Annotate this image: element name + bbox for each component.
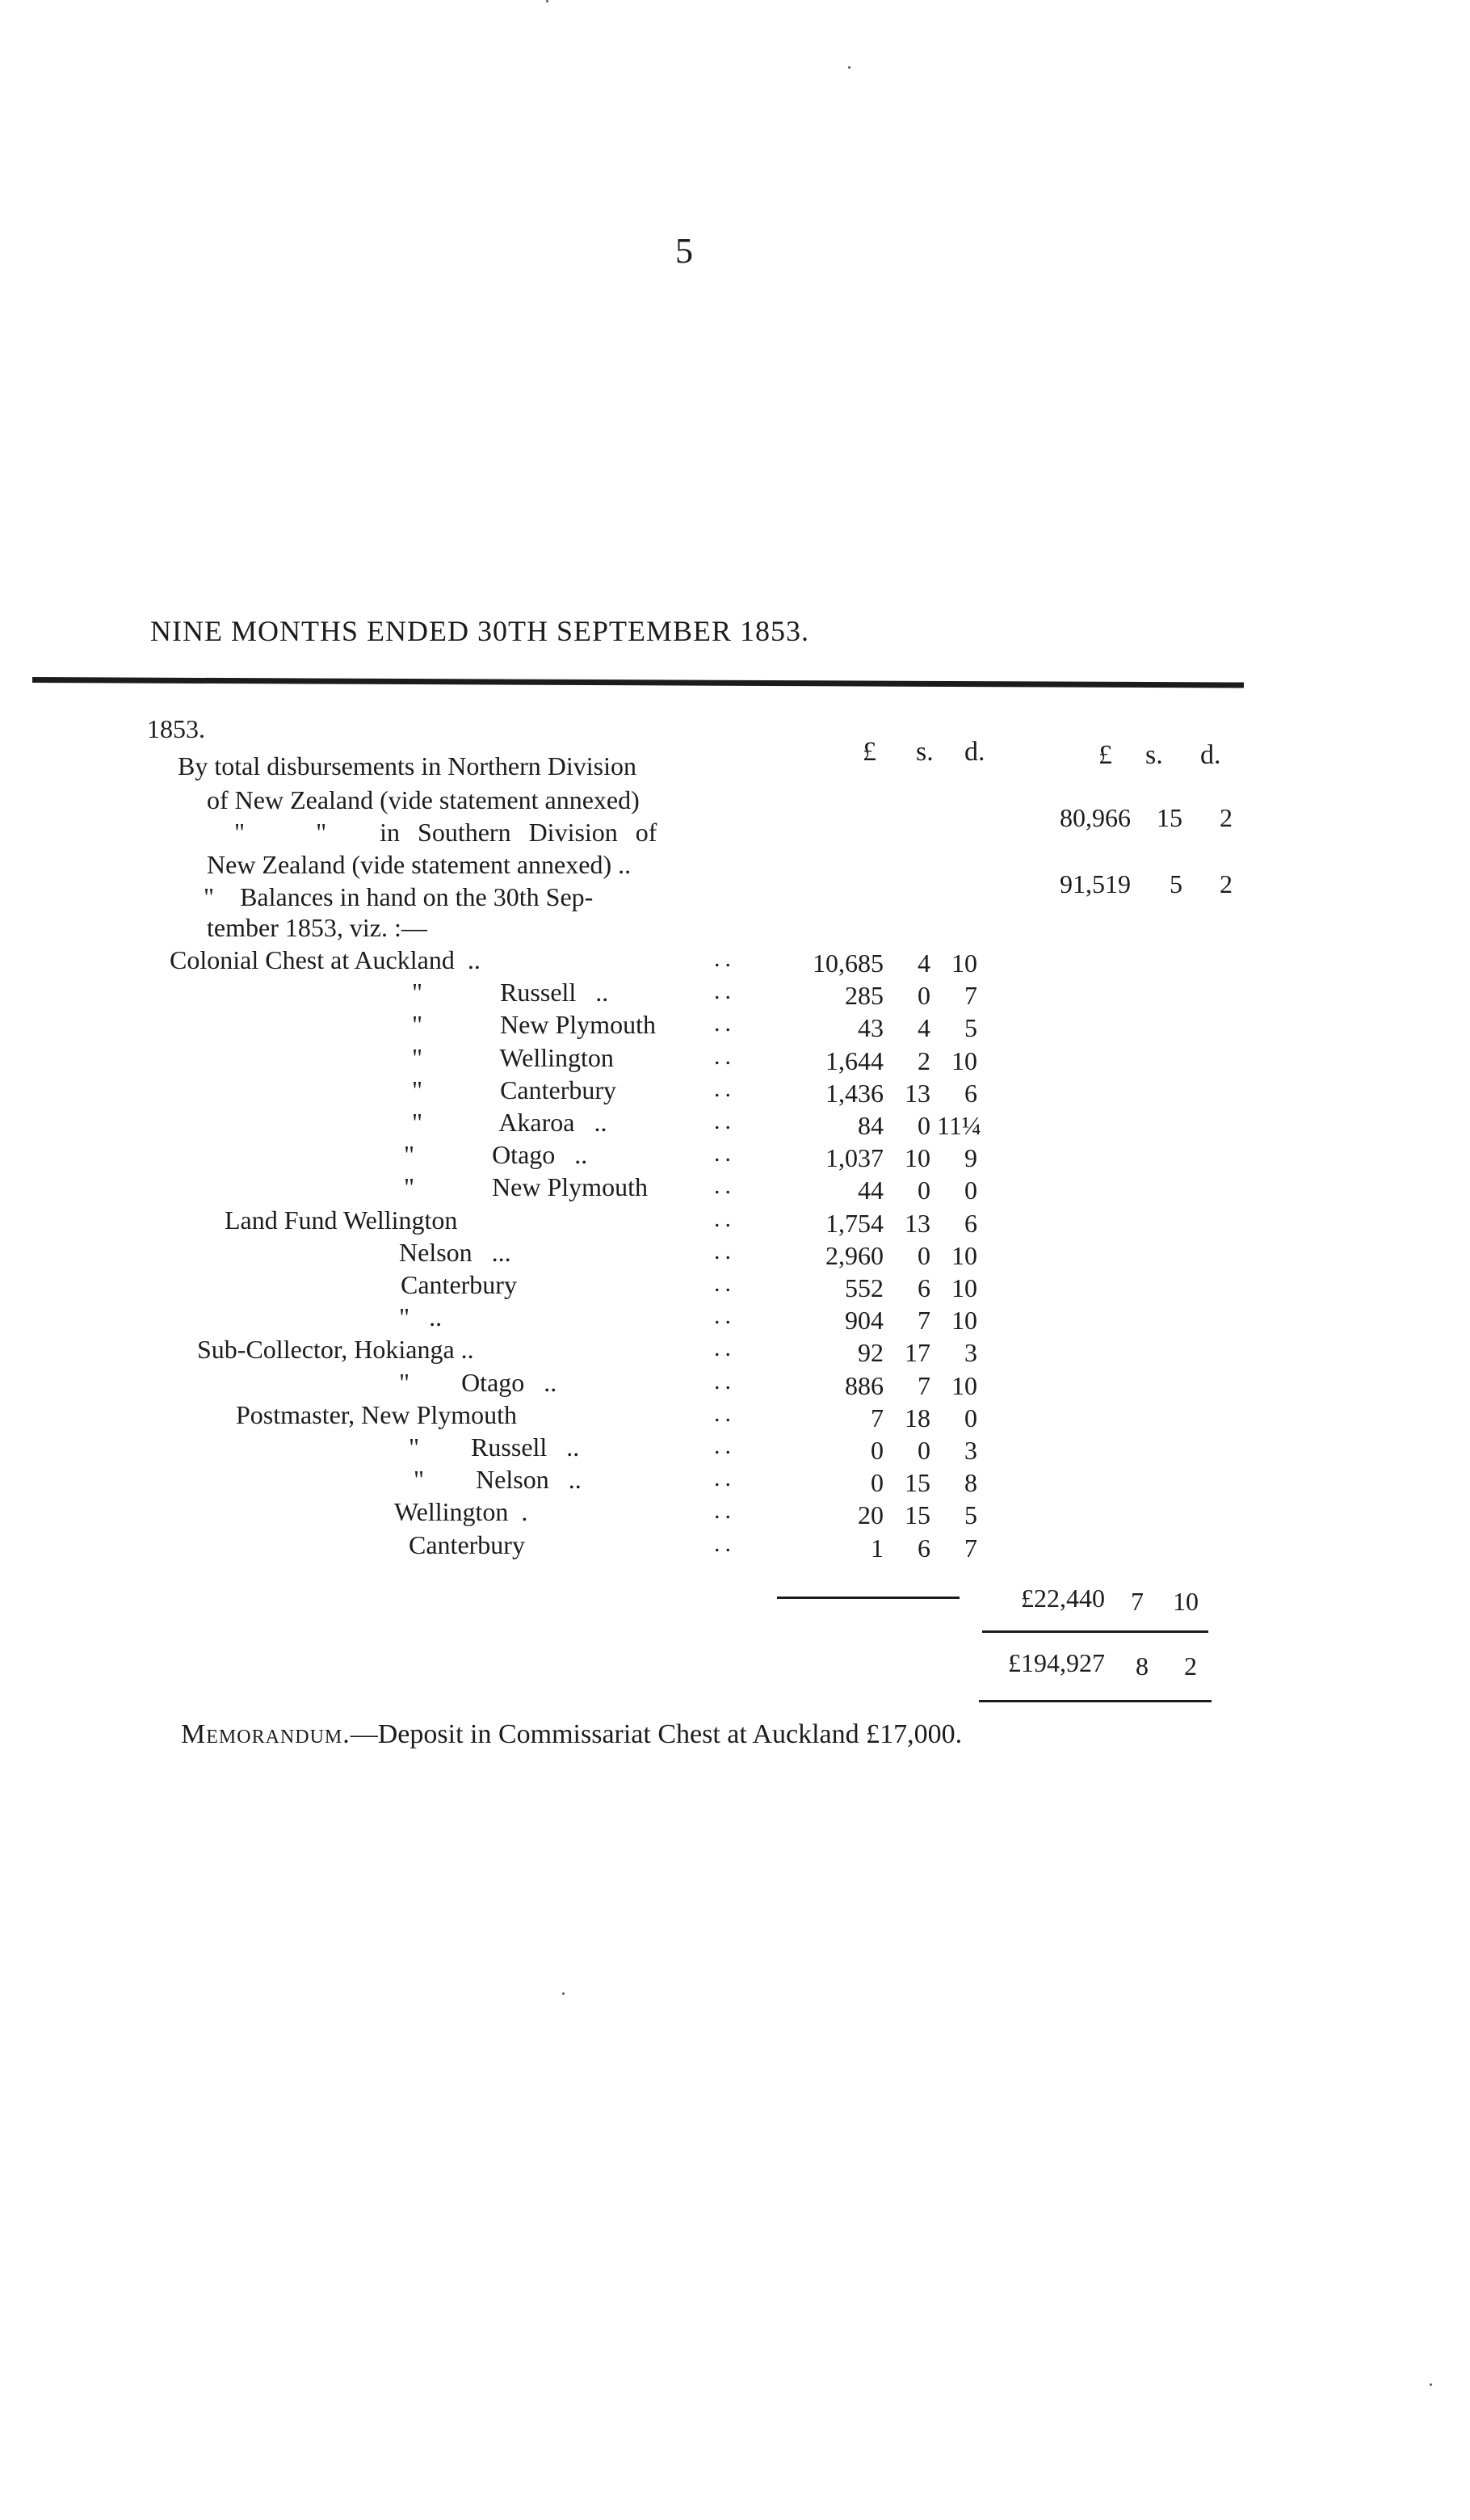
row-pounds: 886 [845,1371,884,1400]
row-shillings: 0 [918,1176,930,1205]
balances-total-shillings: 7 [1131,1587,1144,1616]
total-rule-lower [979,1700,1212,1702]
row-leader: .. [714,1465,736,1491]
row-pounds: 1,037 [825,1143,884,1172]
row-pounds: 0 [871,1468,884,1497]
row-label: " Otago .. [404,1140,588,1169]
disbursement-line-4: New Zealand (vide statement annexed) .. [207,850,632,879]
row-leader: .. [714,1400,736,1427]
row-pence: 10 [951,1306,977,1335]
grand-total-pounds: £194,927 [1008,1648,1105,1677]
northern-total-pence: 2 [1220,803,1233,832]
row-leader: .. [714,978,736,1004]
row-pounds: 92 [858,1338,884,1367]
row-leader: .. [714,1140,736,1167]
row-leader: .. [714,1335,736,1361]
row-label: " Russell .. [409,1432,580,1462]
page-heading: NINE MONTHS ENDED 30TH SEPTEMBER 1853. [150,615,809,647]
print-speck [1430,2383,1432,2386]
row-pence: 10 [951,1371,977,1400]
southern-total-pence: 2 [1220,869,1233,898]
row-pounds: 552 [845,1273,884,1302]
northern-total-shillings: 15 [1157,803,1182,832]
row-label: Canterbury [401,1270,517,1299]
col1-pounds-header: £ [863,737,876,767]
row-leader: .. [714,1270,736,1297]
row-pence: 10 [951,1273,977,1302]
row-shillings: 0 [918,1111,930,1140]
row-shillings: 7 [918,1371,930,1400]
row-label: Sub-Collector, Hokianga .. [197,1335,474,1364]
row-pounds: 43 [858,1013,884,1042]
row-label: Colonial Chest at Auckland .. [170,945,481,974]
row-label: Land Fund Wellington [225,1205,458,1235]
row-pounds: 285 [845,981,884,1010]
row-pence: 7 [964,981,977,1010]
balances-intro-line-2: tember 1853, viz. :— [207,913,427,942]
row-leader: .. [714,945,736,972]
total-rule-upper [982,1630,1208,1633]
row-pence: 0 [964,1176,977,1205]
row-label: Nelson ... [399,1238,511,1267]
row-leader: .. [714,1205,736,1232]
row-shillings: 13 [905,1079,930,1108]
memorandum [181,1719,962,1750]
grand-total-shillings: 8 [1136,1651,1149,1681]
row-pence: 11¼ [937,1111,981,1140]
row-pence: 7 [964,1533,977,1563]
disbursement-line-3: " " in Southern Division of [234,818,657,847]
col2-shillings-header: s. [1145,740,1163,770]
row-label: " Wellington [412,1043,614,1072]
row-pence: 5 [964,1500,977,1529]
year-label: 1853. [147,714,205,743]
grand-total-pence: 2 [1184,1651,1197,1681]
row-label: Canterbury [409,1530,525,1559]
southern-total-pounds: 91,519 [1060,869,1131,898]
row-label: Postmaster, New Plymouth [236,1400,518,1429]
row-pounds: 2,960 [825,1241,884,1270]
balances-total-pence: 10 [1173,1587,1199,1616]
col1-shillings-header: s. [916,737,934,767]
balances-total-pounds: £22,440 [1021,1584,1105,1613]
memorandum-label: Memorandum. [181,1719,351,1749]
row-shillings: 17 [905,1338,930,1367]
row-pounds: 1,436 [825,1079,884,1108]
row-leader: .. [714,1075,736,1102]
row-pence: 10 [951,949,977,978]
row-label: " Nelson .. [414,1465,582,1494]
memorandum-text: —Deposit in Commissariat Chest at Auckland £17,000. [350,1719,963,1749]
page-number: 5 [675,231,693,271]
disbursement-line-1: By total disbursements in Northern Division [178,751,636,780]
row-leader: .. [714,1302,736,1329]
row-shillings: 6 [918,1273,930,1302]
southern-total-shillings: 5 [1170,869,1182,898]
row-pence: 6 [964,1079,977,1108]
row-pence: 8 [964,1468,977,1497]
row-shillings: 7 [918,1306,930,1335]
row-pence: 3 [964,1436,977,1465]
row-label: " Akaroa .. [412,1108,607,1137]
row-label: " New Plymouth [404,1172,648,1201]
row-leader: .. [714,1043,736,1070]
row-shillings: 4 [918,1013,930,1042]
print-speck [848,66,850,69]
row-label: " Canterbury [412,1075,617,1104]
row-label: " Otago .. [399,1368,557,1397]
row-pounds: 7 [871,1403,884,1432]
row-pounds: 1 [871,1533,884,1563]
row-shillings: 0 [918,1241,930,1270]
row-shillings: 10 [905,1143,930,1172]
row-leader: .. [714,1172,736,1199]
row-pence: 3 [964,1338,977,1367]
row-shillings: 15 [905,1468,930,1497]
row-label: " New Plymouth [412,1010,656,1039]
print-speck [546,0,548,2]
row-shillings: 2 [918,1046,930,1075]
row-pence: 10 [951,1241,977,1270]
row-shillings: 4 [918,949,930,978]
col2-pence-header: d. [1200,740,1221,770]
row-pounds: 1,644 [825,1046,884,1075]
row-pounds: 20 [858,1500,884,1529]
row-leader: .. [714,1010,736,1037]
row-pounds: 44 [858,1176,884,1205]
balances-intro-line-1: " Balances in hand on the 30th Sep- [204,882,594,911]
row-shillings: 0 [918,981,930,1010]
row-pounds: 84 [858,1111,884,1140]
northern-total-pounds: 80,966 [1060,803,1131,832]
col1-pence-header: d. [964,737,985,767]
row-shillings: 13 [905,1209,930,1238]
col2-pounds-header: £ [1098,740,1112,770]
print-speck [562,1992,565,1995]
row-pence: 9 [964,1143,977,1172]
row-leader: .. [714,1497,736,1524]
row-pence: 5 [964,1013,977,1042]
subtotal-rule [777,1597,960,1599]
row-shillings: 15 [905,1500,930,1529]
row-pounds: 0 [871,1436,884,1465]
row-label: Wellington . [394,1497,528,1526]
row-shillings: 6 [918,1533,930,1563]
row-label: " .. [399,1302,443,1332]
heading-rule [32,677,1244,688]
row-leader: .. [714,1108,736,1134]
row-pounds: 1,754 [825,1209,884,1238]
row-pounds: 904 [845,1306,884,1335]
row-leader: .. [714,1432,736,1459]
row-leader: .. [714,1238,736,1264]
row-label: " Russell .. [412,978,609,1007]
row-shillings: 0 [918,1436,930,1465]
row-pence: 6 [964,1209,977,1238]
row-leader: .. [714,1368,736,1395]
row-pence: 0 [964,1403,977,1432]
row-pounds: 10,685 [813,949,884,978]
row-pence: 10 [951,1046,977,1075]
row-shillings: 18 [905,1403,930,1432]
row-leader: .. [714,1530,736,1557]
disbursement-line-2: of New Zealand (vide statement annexed) [207,785,640,814]
